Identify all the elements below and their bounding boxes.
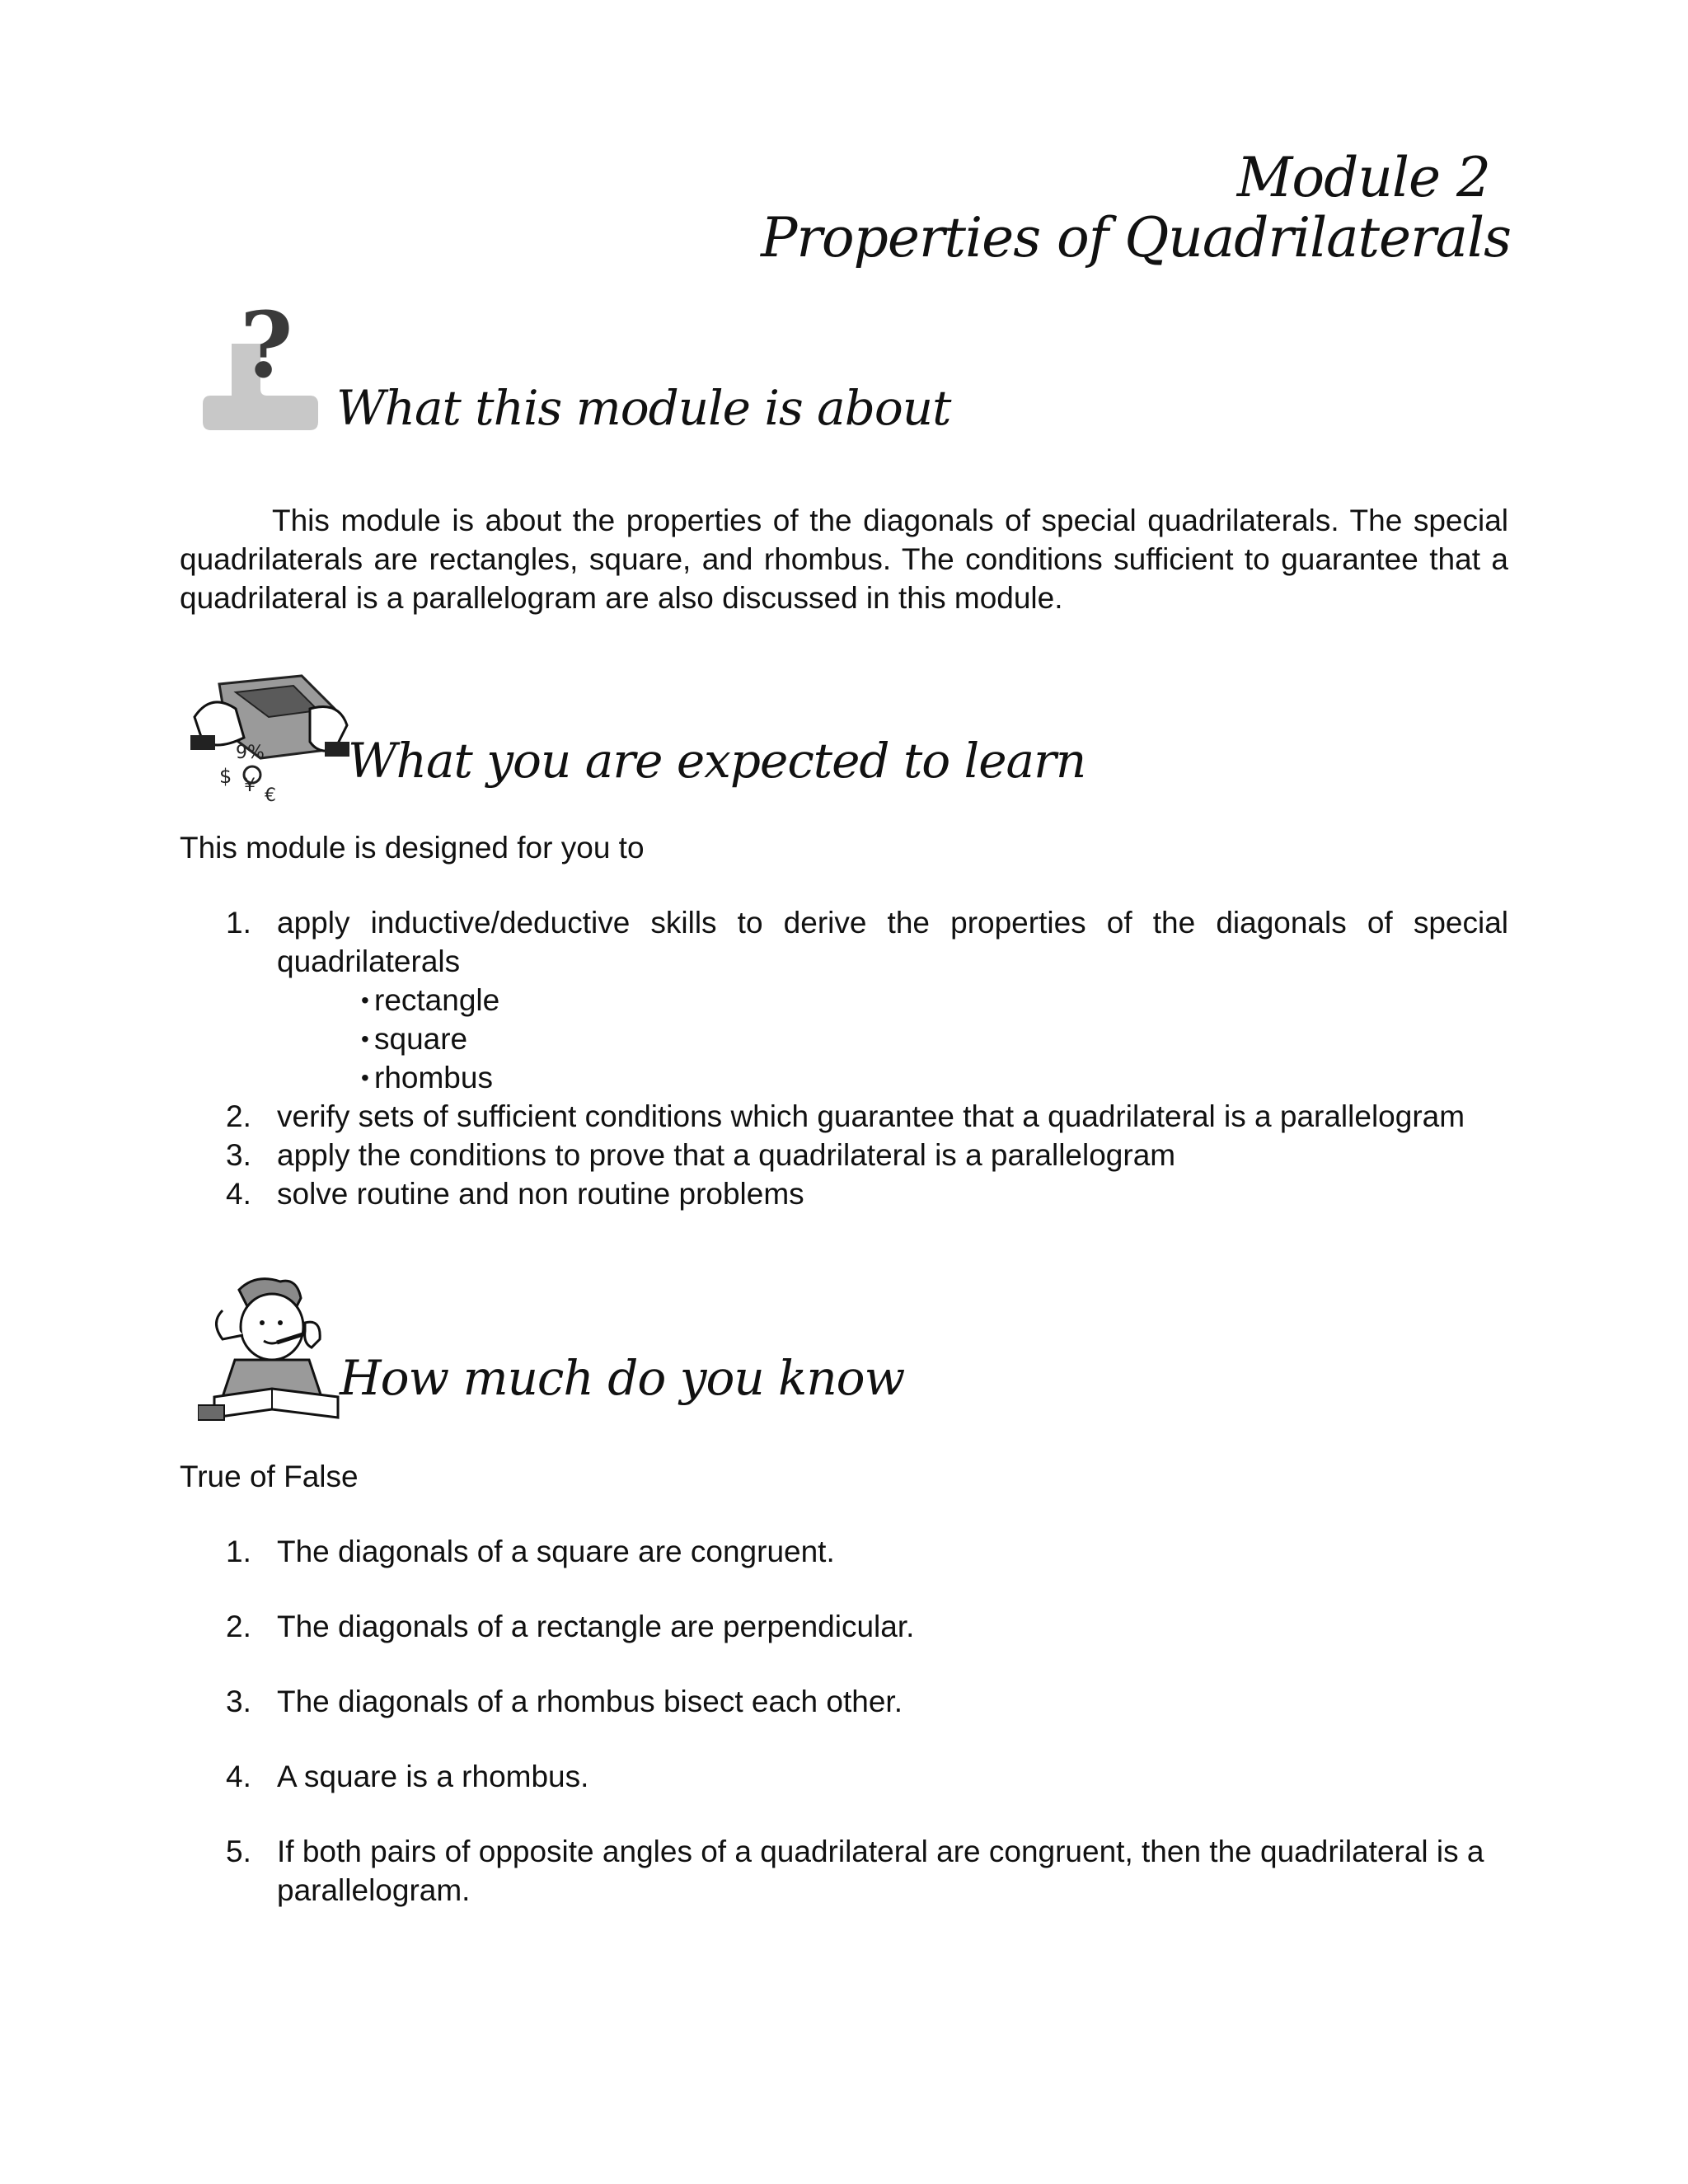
item-number: 3. <box>226 1138 251 1172</box>
svg-text:?: ? <box>240 298 293 398</box>
about-paragraph-block <box>180 501 1508 617</box>
section-heading: What you are expected to learn <box>348 733 1086 789</box>
module-number: Module 2 <box>1236 146 1490 209</box>
question-mark-icon <box>195 298 326 451</box>
item-number: 4. <box>226 1177 251 1211</box>
svg-text:¥: ¥ <box>244 776 256 796</box>
list-item <box>180 1136 1508 1174</box>
bullet-item: • rhombus <box>277 1058 1508 1097</box>
svg-text:€: € <box>265 785 276 806</box>
know-body <box>180 1457 1508 1946</box>
list-item <box>180 903 1508 1097</box>
item-text: If both pairs of opposite angles of a quadrilateral are congruent, then the quadrilateral is a parallelogram. <box>277 1835 1484 1907</box>
quiz-intro: True of False <box>180 1460 359 1493</box>
item-number: 1. <box>226 906 251 940</box>
item-number: 4. <box>226 1760 251 1793</box>
math-hands-icon <box>186 659 351 812</box>
student-thinking-icon <box>198 1273 346 1434</box>
bullet-item: • square <box>277 1019 1508 1058</box>
module-subtitle: Properties of Quadrilaterals <box>760 205 1511 269</box>
shape-bullets <box>277 981 1508 1097</box>
item-text: The diagonals of a square are congruent. <box>277 1535 835 1568</box>
item-text: verify sets of sufficient conditions which guarantee that a quadrilateral is a parallelogram <box>277 1099 1465 1133</box>
bullet-item: • rectangle <box>277 981 1508 1019</box>
list-item <box>180 1832 1508 1910</box>
item-text: A square is a rhombus. <box>277 1760 589 1793</box>
item-number: 5. <box>226 1835 251 1868</box>
item-text: The diagonals of a rectangle are perpendicular. <box>277 1610 915 1643</box>
item-text: solve routine and non routine problems <box>277 1177 804 1211</box>
section-learn-header <box>186 659 1085 812</box>
list-item <box>180 1097 1508 1136</box>
item-text: apply the conditions to prove that a quadrilateral is a parallelogram <box>277 1138 1176 1172</box>
list-item <box>180 1757 1508 1796</box>
section-know-header <box>198 1273 904 1434</box>
list-item <box>180 1174 1508 1213</box>
module-title <box>761 148 1511 268</box>
list-item <box>180 1607 1508 1646</box>
section-about-header <box>195 298 950 451</box>
item-number: 2. <box>226 1610 251 1643</box>
svg-text:$: $ <box>219 765 232 788</box>
section-heading: How much do you know <box>340 1350 905 1406</box>
item-number: 2. <box>226 1099 251 1133</box>
list-item <box>180 1532 1508 1571</box>
svg-text:9%: 9% <box>236 743 265 763</box>
true-false-list <box>180 1532 1508 1910</box>
item-number: 3. <box>226 1685 251 1718</box>
learn-body <box>180 828 1508 1213</box>
learn-intro: This module is designed for you to <box>180 831 645 865</box>
item-text: The diagonals of a rhombus bisect each other. <box>277 1685 903 1718</box>
section-heading: What this module is about <box>336 380 951 436</box>
about-paragraph: This module is about the properties of the diagonals of special quadrilaterals. The special quadrilaterals are rectangles, square, and rhombus. The conditions sufficient to guarantee that a quadrilateral is a parallelogram are also discussed in this module. <box>180 504 1508 615</box>
item-number: 1. <box>226 1535 251 1568</box>
list-item <box>180 1682 1508 1721</box>
objectives-list <box>180 903 1508 1213</box>
item-text: apply inductive/deductive skills to derive the properties of the diagonals of special quadrilaterals <box>277 906 1508 978</box>
